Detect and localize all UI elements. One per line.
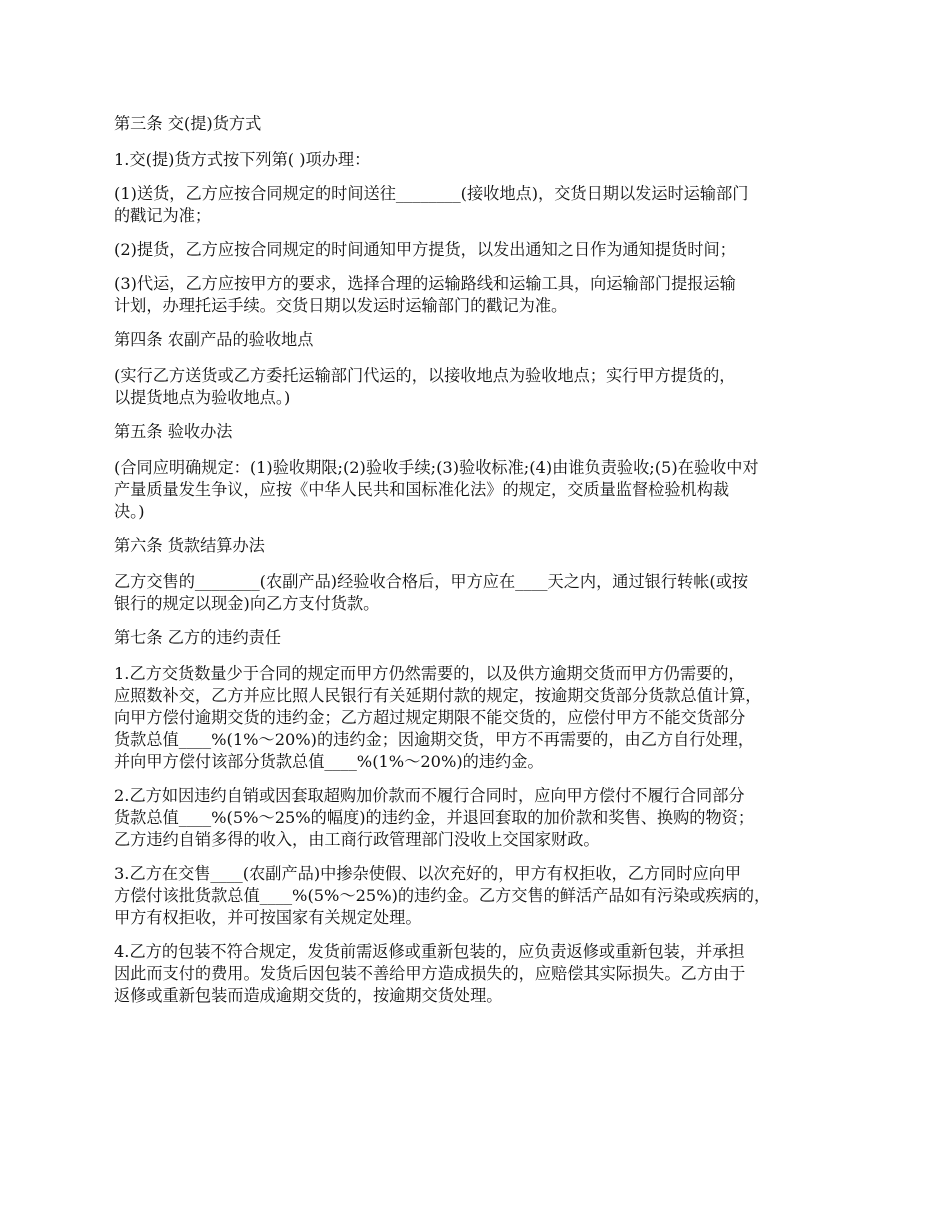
article-3-heading: 第三条 交(提)货方式: [114, 114, 262, 133]
article-6-heading: 第六条 货款结算办法: [114, 536, 265, 555]
article-5-heading: 第五条 验收办法: [114, 422, 233, 441]
article-5-body: (合同应明确规定：(1)验收期限;(2)验收手续;(3)验收标准;(4)由谁负责验收;(5)在验收中对 产量质量发生争议，应按《中华人民共和国标准化法》的规定，交质量监督检验机构裁 决。): [114, 458, 759, 521]
article-7-clause-3: 3.乙方在交售____(农副产品)中掺杂使假、以次充好的，甲方有权拒收，乙方同时应向甲 方偿付该批货款总值____%(5%～25%)的违约金。乙方交售的鲜活产品如有污染或疾病的， 甲方有权拒收，并可按国家有关规定处理。: [114, 864, 771, 927]
article-3-option-shipping: (3)代运，乙方应按甲方的要求，选择合理的运输路线和运输工具，向运输部门提报运输 计划，办理托运手续。交货日期以发运时运输部门的戳记为准。: [114, 274, 736, 315]
article-3-option-pickup: (2)提货，乙方应按合同规定的时间通知甲方提货，以发出通知之日作为通知提货时间；: [114, 240, 736, 259]
article-4-body: (实行乙方送货或乙方委托运输部门代运的，以接收地点为验收地点；实行甲方提货的， 以提货地点为验收地点。): [114, 366, 736, 407]
document-page: [114, 113, 854, 1019]
article-3-option-delivery: (1)送货，乙方应按合同规定的时间送往________(接收地点)，交货日期以发运时运输部门 的戳记为准；: [114, 184, 749, 225]
article-3-clause-1: 1.交(提)货方式按下列第( )项办理：: [114, 150, 371, 169]
article-4-heading: 第四条 农副产品的验收地点: [114, 330, 314, 349]
article-6-body: 乙方交售的________(农副产品)经验收合格后，甲方应在____天之内，通过银行转帐(或按 银行的规定以现金)向乙方支付货款。: [114, 572, 749, 613]
article-7-clause-4: 4.乙方的包装不符合规定，发货前需返修或重新包装的，应负责返修或重新包装，并承担 因此而支付的费用。发货后因包装不善给甲方造成损失的，应赔偿其实际损失。乙方由于 返修或重新包装而造成逾期交货的，按逾期交货处理。: [114, 942, 746, 1005]
article-7-heading: 第七条 乙方的违约责任: [114, 628, 282, 647]
article-7-clause-2: 2.乙方如因违约自销或因套取超购加价款而不履行合同时，应向甲方偿付不履行合同部分 货款总值____%(5%～25%的幅度)的违约金，并退回套取的加价款和奖售、换购的物资； 乙方违约自销多得的收入，由工商行政管理部门没收上交国家财政。: [114, 786, 755, 849]
article-7-clause-1: 1.乙方交货数量少于合同的规定而甲方仍然需要的，以及供方逾期交货而甲方仍需要的， 应照数补交，乙方并应比照人民银行有关延期付款的规定，按逾期交货部分货款总值计算， 向甲方偿付逾期交货的违约金；乙方超过规定期限不能交货的，应偿付甲方不能交货部分 货款总值____%(1%～20%)的违约金；因逾期交货，甲方不再需要的，由乙方自行处理， 并向甲方偿付该部分货款总值____%(1%～20%)的违约金。: [114, 664, 762, 771]
